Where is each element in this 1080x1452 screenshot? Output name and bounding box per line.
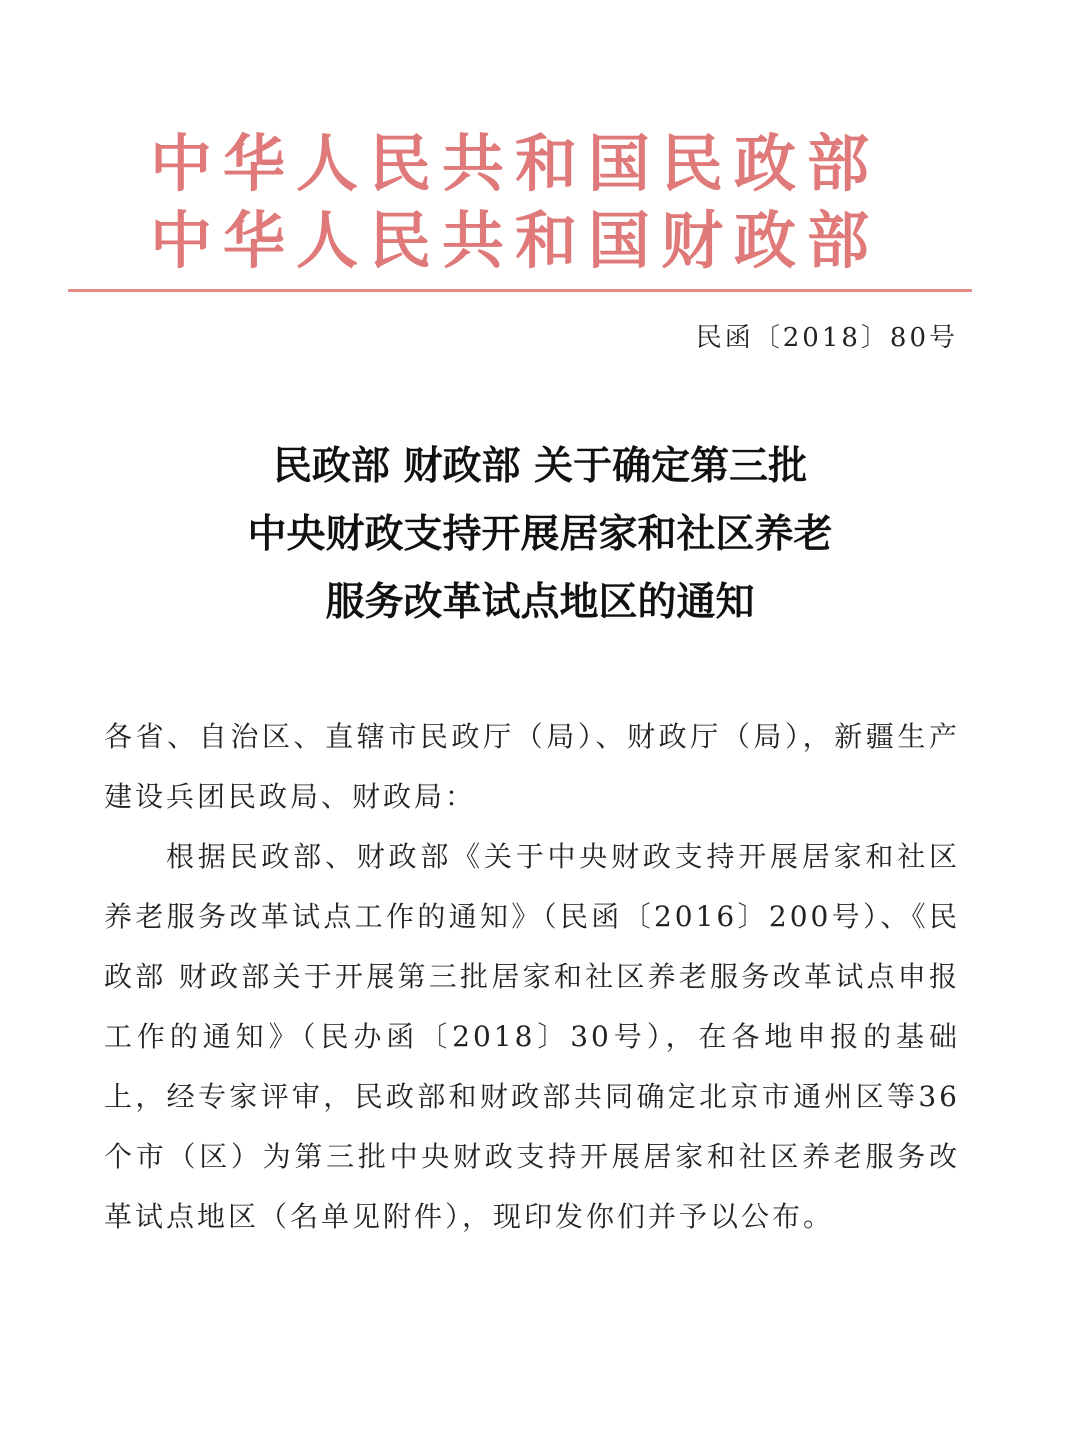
body-paragraph: 根据民政部、财政部《关于中央财政支持开展居家和社区养老服务改革试点工作的通知》（民函〔2016〕200号）、《民政部 财政部关于开展第三批居家和社区养老服务改革试点申报工作的通知》（民办函〔2018〕30号），在各地申报的基础上，经专家评审，民政部和财政部共同确定北京市通州区等36个市（区）为第三批中央财政支持开展居家和社区养老服务改革试点地区（名单见附件），现印发你们并予以公布。 [104,840,960,1233]
title-line-2: 中央财政支持开展居家和社区养老 [247,511,833,557]
red-separator-line [68,289,972,292]
title-line-3: 服务改革试点地区的通知 [325,579,755,625]
title-line-1: 民政部 财政部 关于确定第三批 [272,443,808,489]
issuer-civil-affairs: 中华人民共和国民政部 [150,127,881,200]
document-number: 民函〔2018〕80号 [695,323,958,353]
salutation: 各省、自治区、直辖市民政厅（局）、财政厅（局），新疆生产建设兵团民政局、财政局： [104,720,960,813]
document-body [104,707,960,1247]
issuer-finance: 中华人民共和国财政部 [150,204,881,277]
document-title [0,432,1080,636]
